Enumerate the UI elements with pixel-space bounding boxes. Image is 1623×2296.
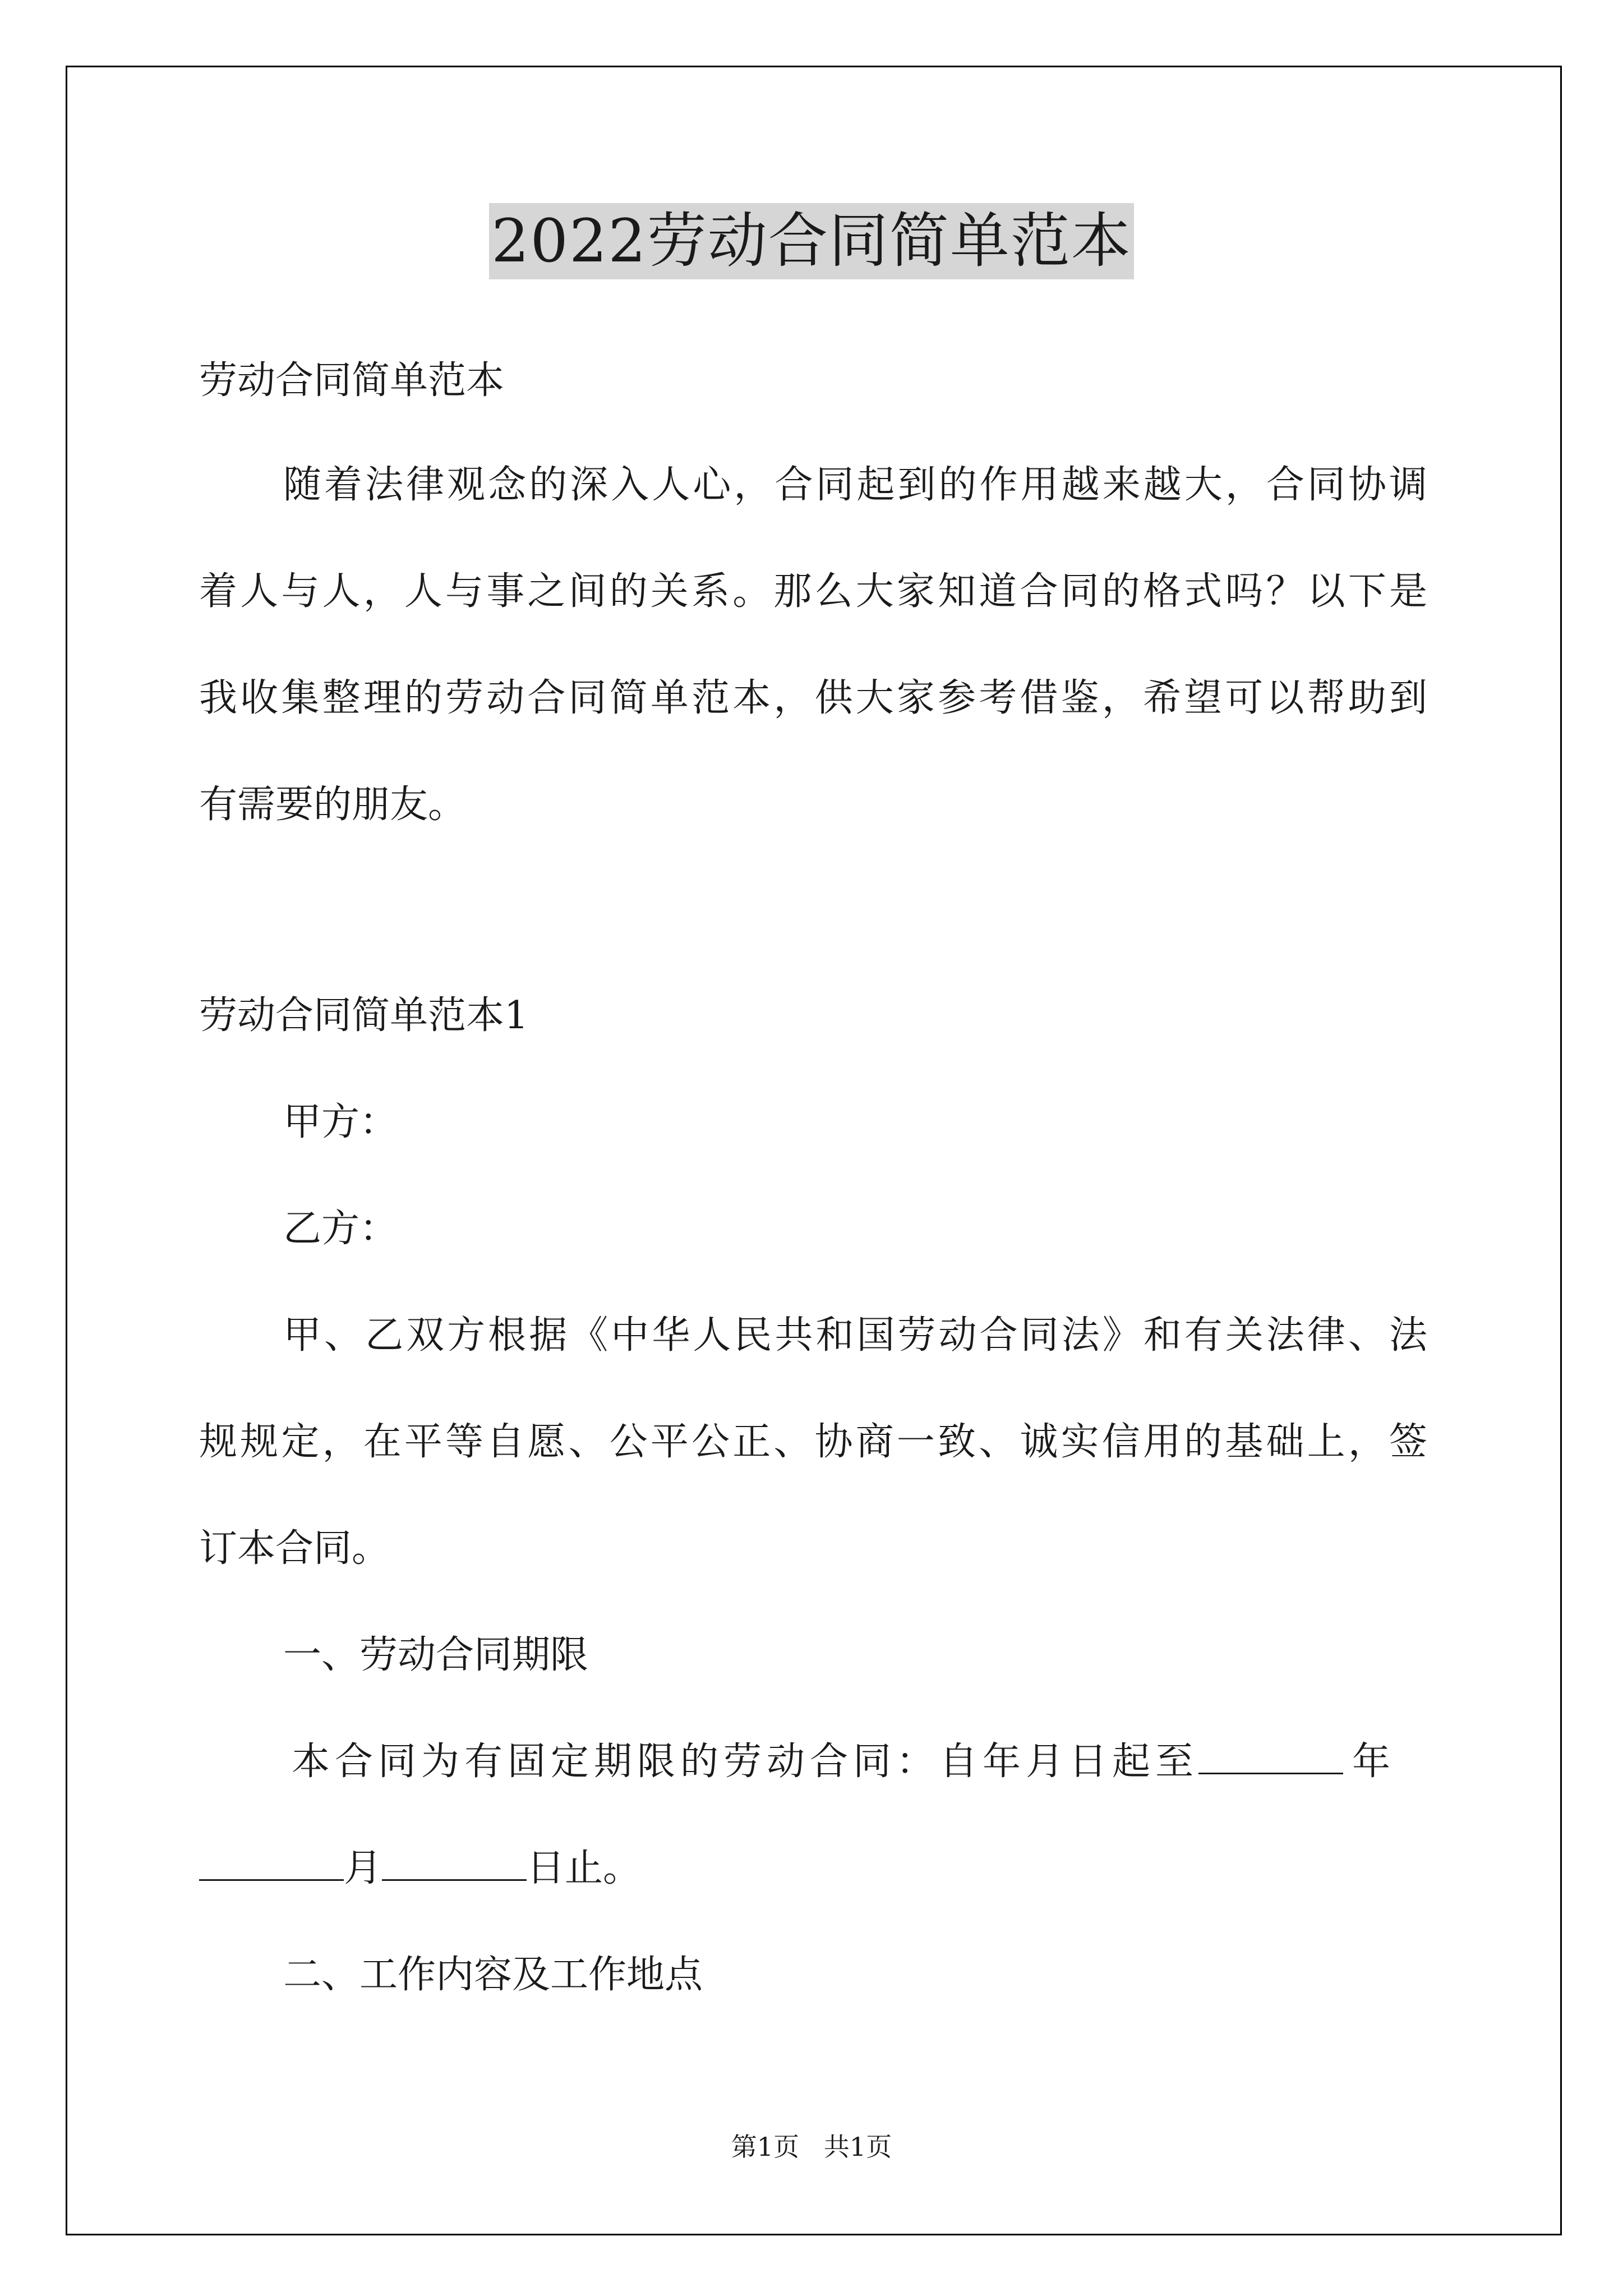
intro-line-3: 我收集整理的劳动合同简单范本，供大家参考借鉴，希望可以帮助到 bbox=[199, 676, 1427, 720]
blank-month bbox=[199, 1844, 344, 1881]
section-title: 劳动合同简单范本1 bbox=[199, 993, 529, 1038]
page-footer bbox=[0, 2130, 1623, 2164]
blank-year bbox=[1198, 1738, 1343, 1774]
clause2-title: 二、工作内容及工作地点 bbox=[283, 1953, 703, 1997]
clause1-title: 一、劳动合同期限 bbox=[283, 1633, 589, 1677]
clause1-year-label: 年 bbox=[1352, 1740, 1391, 1784]
document-title: 2022劳动合同简单范本 bbox=[489, 203, 1134, 279]
clause1-line-1 bbox=[292, 1737, 1427, 1787]
clause1-day-label: 日止。 bbox=[527, 1846, 642, 1890]
basis-line-2: 规规定，在平等自愿、公平公正、协商一致、诚实信用的基础上，签 bbox=[199, 1420, 1427, 1464]
intro-line-1: 随着法律观念的深入人心，合同起到的作用越来越大，合同协调 bbox=[283, 463, 1427, 507]
page-number: 第1页 共1页 bbox=[731, 2132, 892, 2162]
basis-line-1: 甲、乙双方根据《中华人民共和国劳动合同法》和有关法律、法 bbox=[283, 1313, 1427, 1358]
blank-day bbox=[382, 1844, 527, 1881]
basis-line-3: 订本合同。 bbox=[199, 1526, 390, 1571]
intro-line-2: 着人与人，人与事之间的关系。那么大家知道合同的格式吗？以下是 bbox=[199, 569, 1427, 614]
clause1-line-2 bbox=[199, 1843, 1427, 1894]
party-b-label: 乙方： bbox=[283, 1207, 398, 1251]
intro-line-4: 有需要的朋友。 bbox=[199, 783, 467, 827]
intro-heading: 劳动合同简单范本 bbox=[199, 358, 505, 403]
clause1-text: 本合同为有固定期限的劳动合同：自年月日起至 bbox=[292, 1740, 1199, 1784]
title-container bbox=[0, 203, 1623, 279]
party-a-label: 甲方： bbox=[283, 1100, 398, 1144]
clause1-month-label: 月 bbox=[344, 1846, 382, 1890]
